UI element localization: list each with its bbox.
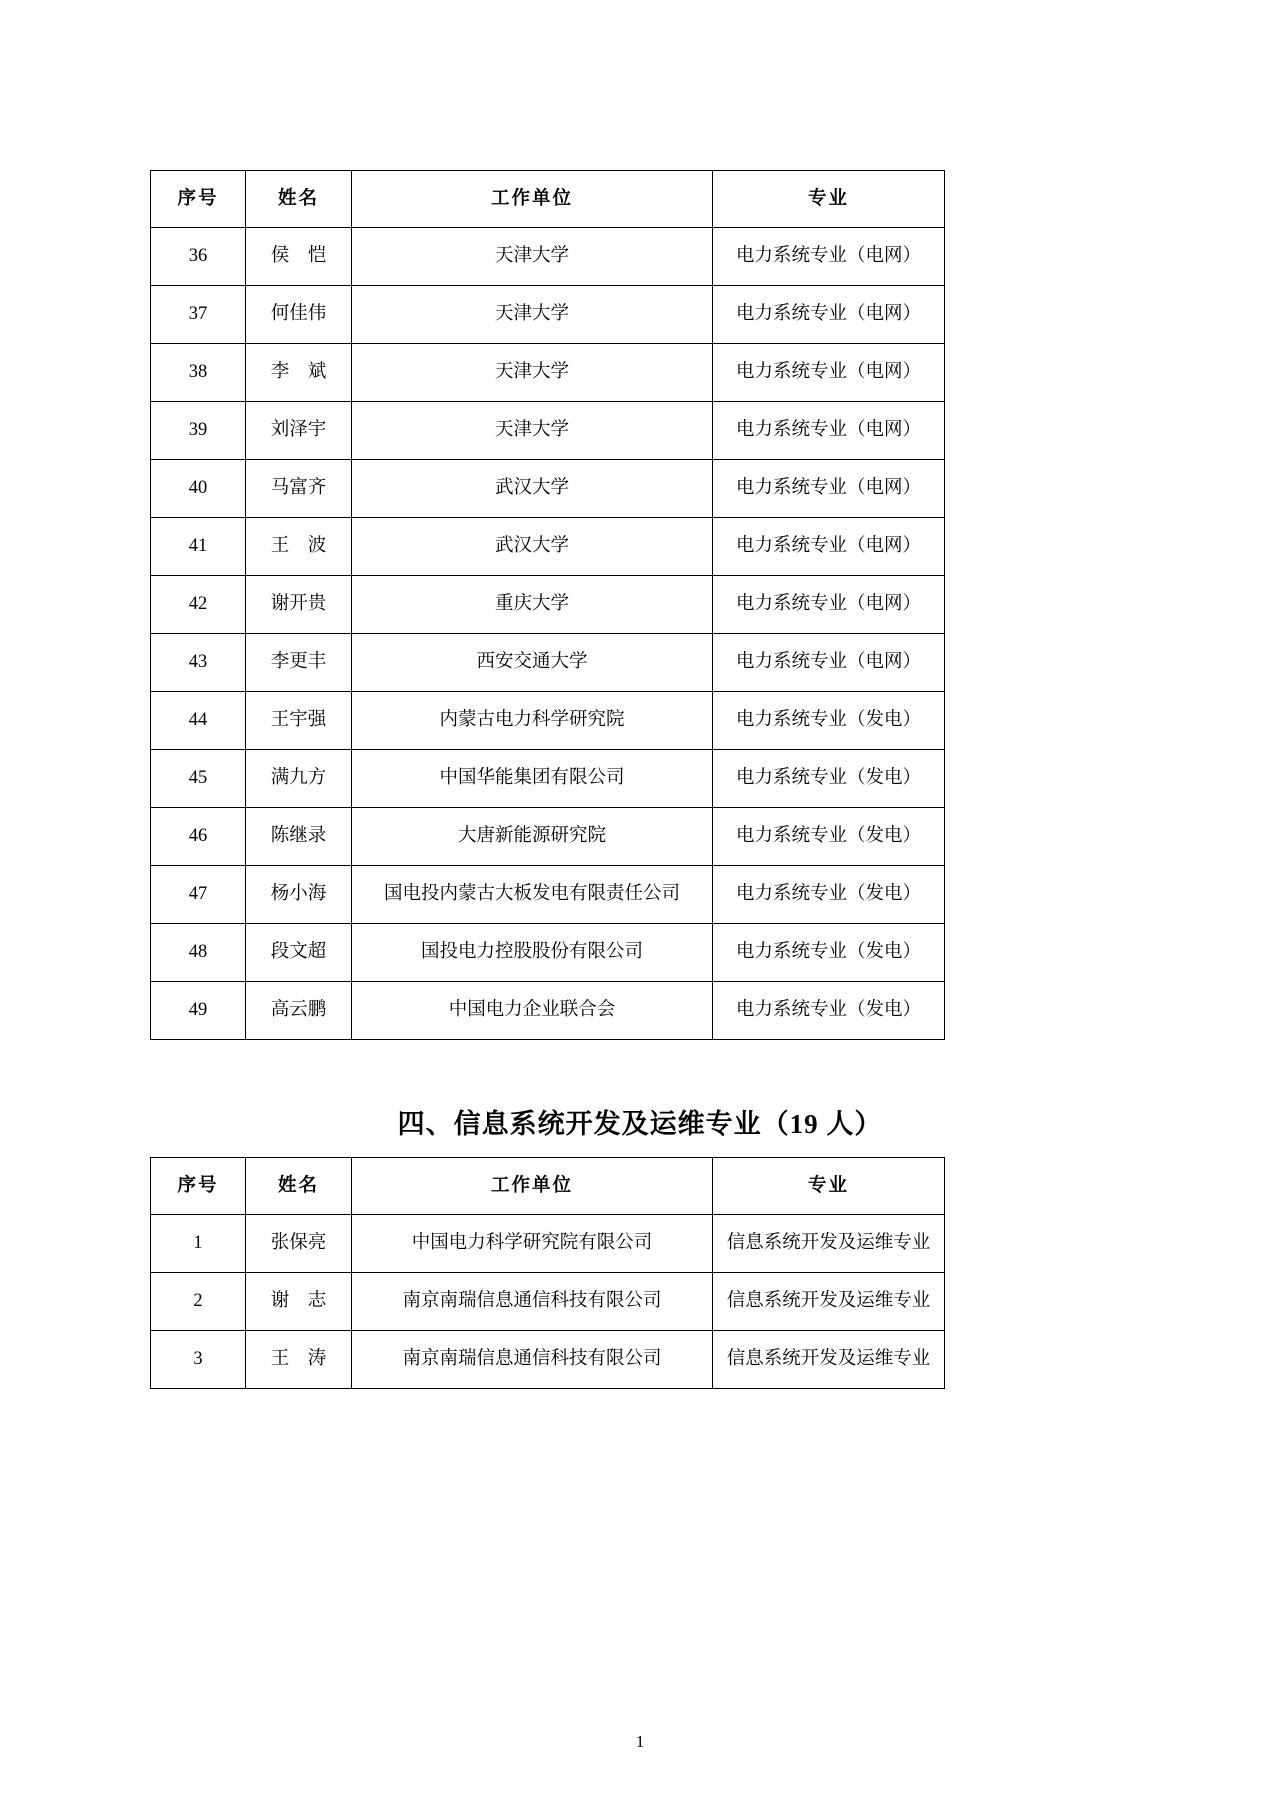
header-org: 工作单位 [352, 1158, 713, 1215]
cell-name: 何佳伟 [246, 286, 352, 344]
cell-org: 中国电力科学研究院有限公司 [352, 1215, 713, 1273]
roster-table-1-wrapper [150, 170, 1130, 1040]
table-row [151, 402, 945, 460]
cell-no: 46 [151, 808, 246, 866]
cell-major: 电力系统专业（发电） [713, 866, 945, 924]
cell-org: 武汉大学 [352, 460, 713, 518]
table-row [151, 692, 945, 750]
table-header-row [151, 171, 945, 228]
table-row [151, 1273, 945, 1331]
cell-major: 电力系统专业（发电） [713, 750, 945, 808]
table-row [151, 460, 945, 518]
header-org: 工作单位 [352, 171, 713, 228]
section-title-4: 四、信息系统开发及运维专业（19 人） [397, 1109, 883, 1139]
cell-org: 天津大学 [352, 228, 713, 286]
cell-org: 国电投内蒙古大板发电有限责任公司 [352, 866, 713, 924]
table-2-body [151, 1215, 945, 1389]
table-row [151, 1331, 945, 1389]
header-name: 姓名 [246, 171, 352, 228]
cell-no: 45 [151, 750, 246, 808]
cell-major: 信息系统开发及运维专业 [713, 1215, 945, 1273]
cell-name: 陈继录 [246, 808, 352, 866]
cell-org: 南京南瑞信息通信科技有限公司 [352, 1273, 713, 1331]
cell-name: 谢 志 [246, 1273, 352, 1331]
table-row [151, 750, 945, 808]
cell-no: 3 [151, 1331, 246, 1389]
cell-no: 41 [151, 518, 246, 576]
cell-major: 电力系统专业（发电） [713, 982, 945, 1040]
cell-name: 马富齐 [246, 460, 352, 518]
cell-major: 电力系统专业（电网） [713, 634, 945, 692]
table-row [151, 634, 945, 692]
cell-org: 大唐新能源研究院 [352, 808, 713, 866]
header-no: 序号 [151, 1158, 246, 1215]
header-major: 专业 [713, 1158, 945, 1215]
cell-name: 李更丰 [246, 634, 352, 692]
cell-org: 天津大学 [352, 344, 713, 402]
cell-no: 40 [151, 460, 246, 518]
table-row [151, 866, 945, 924]
cell-org: 国投电力控股股份有限公司 [352, 924, 713, 982]
cell-name: 王 波 [246, 518, 352, 576]
cell-name: 段文超 [246, 924, 352, 982]
cell-name: 高云鹏 [246, 982, 352, 1040]
cell-major: 电力系统专业（电网） [713, 286, 945, 344]
header-name: 姓名 [246, 1158, 352, 1215]
cell-no: 36 [151, 228, 246, 286]
cell-no: 49 [151, 982, 246, 1040]
table-header-row [151, 1158, 945, 1215]
cell-major: 信息系统开发及运维专业 [713, 1273, 945, 1331]
header-no: 序号 [151, 171, 246, 228]
cell-no: 38 [151, 344, 246, 402]
table-row [151, 518, 945, 576]
table-row [151, 924, 945, 982]
header-major: 专业 [713, 171, 945, 228]
cell-org: 武汉大学 [352, 518, 713, 576]
table-row [151, 344, 945, 402]
cell-major: 信息系统开发及运维专业 [713, 1331, 945, 1389]
cell-major: 电力系统专业（发电） [713, 692, 945, 750]
cell-major: 电力系统专业（发电） [713, 924, 945, 982]
cell-no: 44 [151, 692, 246, 750]
table-row [151, 1215, 945, 1273]
cell-no: 48 [151, 924, 246, 982]
cell-major: 电力系统专业（电网） [713, 576, 945, 634]
table-row [151, 286, 945, 344]
cell-org: 内蒙古电力科学研究院 [352, 692, 713, 750]
cell-no: 43 [151, 634, 246, 692]
table-2-head [151, 1158, 945, 1215]
cell-major: 电力系统专业（电网） [713, 460, 945, 518]
cell-name: 侯 恺 [246, 228, 352, 286]
cell-major: 电力系统专业（电网） [713, 518, 945, 576]
table-row [151, 808, 945, 866]
roster-table-2 [150, 1157, 945, 1389]
cell-major: 电力系统专业（发电） [713, 808, 945, 866]
cell-org: 天津大学 [352, 402, 713, 460]
cell-org: 南京南瑞信息通信科技有限公司 [352, 1331, 713, 1389]
cell-name: 满九方 [246, 750, 352, 808]
cell-no: 2 [151, 1273, 246, 1331]
cell-name: 谢开贵 [246, 576, 352, 634]
table-row [151, 228, 945, 286]
cell-no: 47 [151, 866, 246, 924]
page-number: 1 [635, 1732, 645, 1751]
roster-table-2-wrapper [150, 1157, 1130, 1389]
cell-org: 中国华能集团有限公司 [352, 750, 713, 808]
table-row [151, 576, 945, 634]
cell-name: 李 斌 [246, 344, 352, 402]
cell-org: 重庆大学 [352, 576, 713, 634]
cell-major: 电力系统专业（电网） [713, 402, 945, 460]
cell-major: 电力系统专业（电网） [713, 344, 945, 402]
cell-name: 王 涛 [246, 1331, 352, 1389]
table-1-body [151, 228, 945, 1040]
cell-no: 39 [151, 402, 246, 460]
cell-no: 37 [151, 286, 246, 344]
cell-name: 杨小海 [246, 866, 352, 924]
cell-major: 电力系统专业（电网） [713, 228, 945, 286]
cell-name: 张保亮 [246, 1215, 352, 1273]
roster-table-1 [150, 170, 945, 1040]
table-1-head [151, 171, 945, 228]
cell-name: 刘泽宇 [246, 402, 352, 460]
cell-no: 1 [151, 1215, 246, 1273]
cell-no: 42 [151, 576, 246, 634]
cell-org: 西安交通大学 [352, 634, 713, 692]
cell-org: 天津大学 [352, 286, 713, 344]
cell-org: 中国电力企业联合会 [352, 982, 713, 1040]
table-row [151, 982, 945, 1040]
cell-name: 王宇强 [246, 692, 352, 750]
